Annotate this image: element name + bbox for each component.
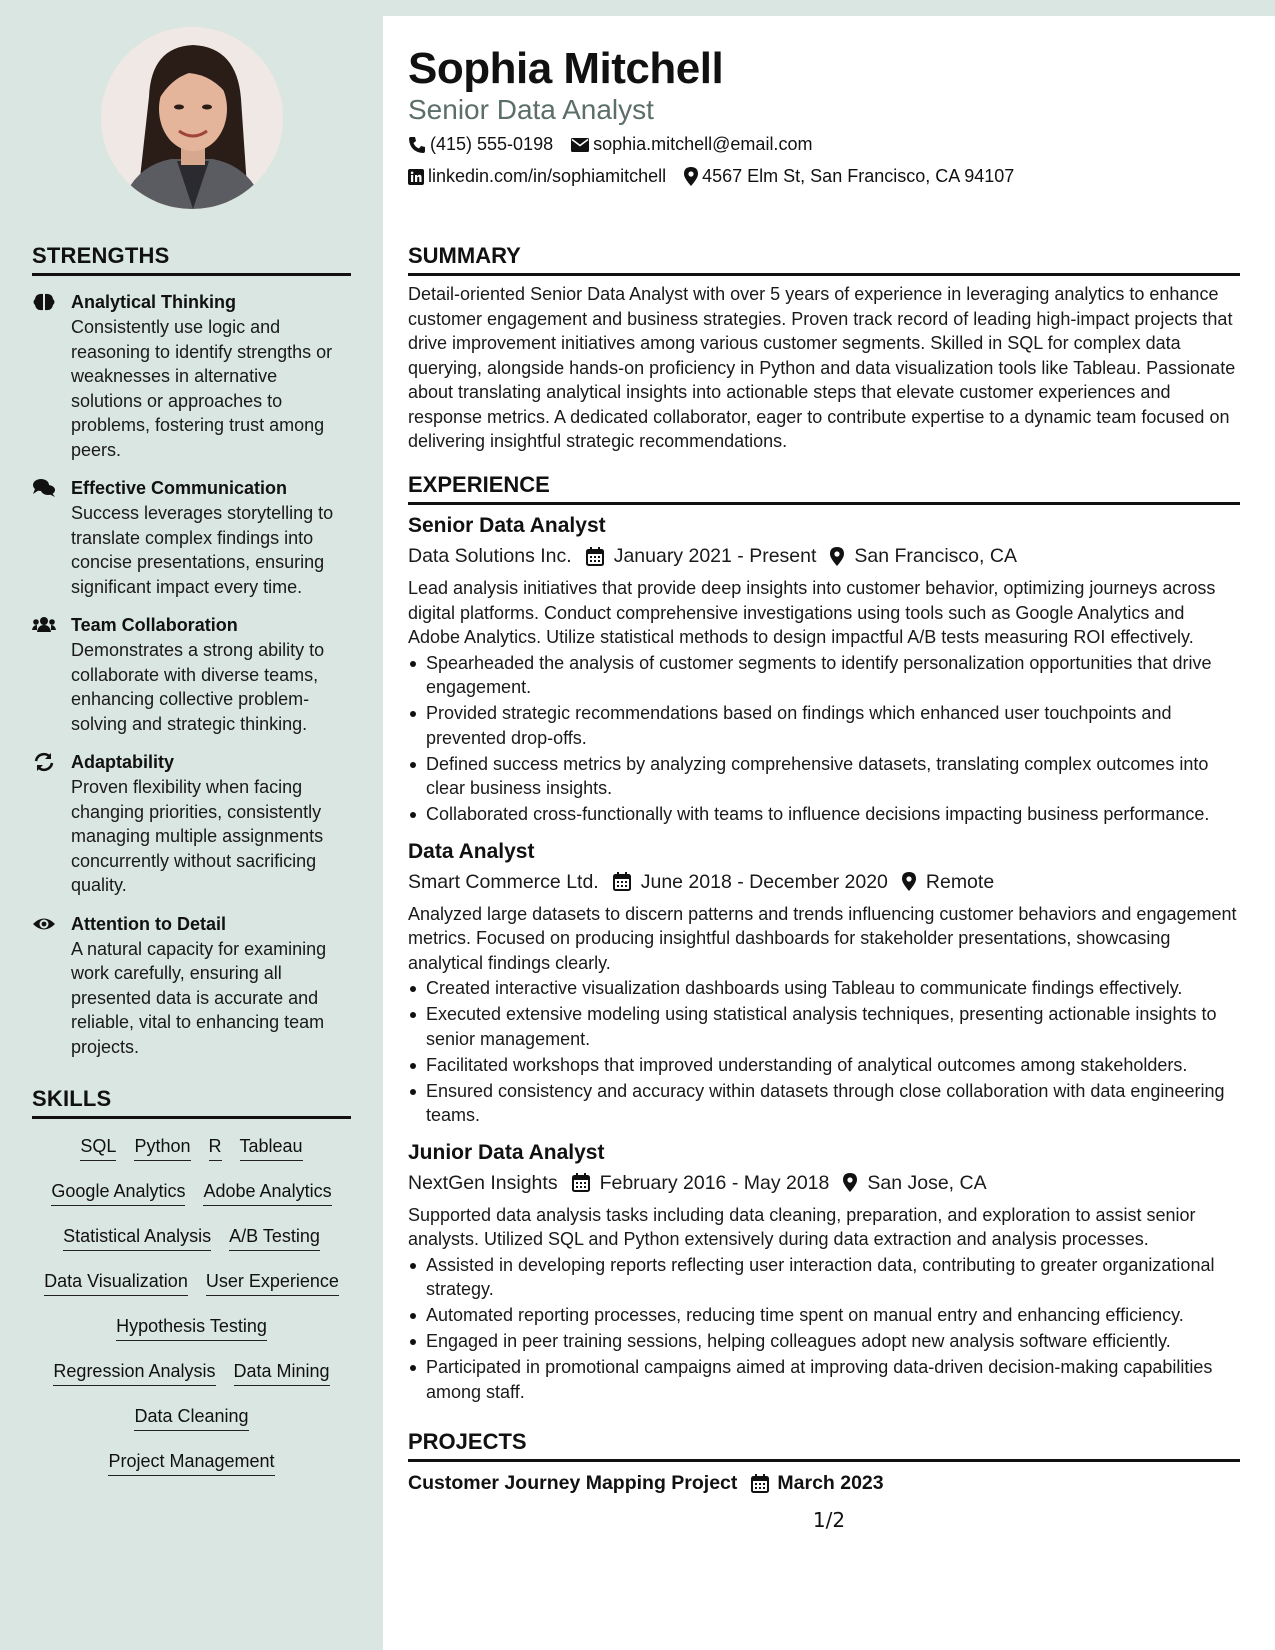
job-bullets	[408, 651, 1240, 827]
summary-heading: SUMMARY	[408, 243, 1240, 276]
sync-icon	[32, 752, 56, 772]
skill-tag: User Experience	[206, 1270, 339, 1296]
skill-row	[32, 1440, 351, 1485]
skill-tag: R	[209, 1135, 222, 1161]
job-entry	[408, 837, 1240, 1128]
strengths-heading: STRENGTHS	[32, 243, 351, 276]
contact-row	[408, 166, 1032, 187]
strength-description: Proven flexibility when facing changing priorities, consistently managing multiple assignments concurrently without sacrificing quality.	[71, 777, 324, 895]
job-bullet: Executed extensive modeling using statistical analysis techniques, presenting actionable insights to senior management.	[408, 1002, 1240, 1051]
phone-contact[interactable]	[408, 134, 553, 155]
strength-description: Consistently use logic and reasoning to identify strengths or weaknesses in alternative solutions or approaches to problems, fostering trust among peers.	[71, 317, 333, 460]
job-bullet: Defined success metrics by analyzing comprehensive datasets, translating complex outcomes into clear business insights.	[408, 752, 1240, 801]
skill-tag: Data Visualization	[44, 1270, 188, 1296]
address-text: 4567 Elm St, San Francisco, CA 94107	[702, 166, 1015, 186]
strength-description: Success leverages storytelling to translate complex findings into concise presentations, ensuring significant impact every time.	[71, 503, 334, 597]
skill-row	[32, 1125, 351, 1170]
job-dates	[613, 867, 888, 897]
job-bullet: Spearheaded the analysis of customer segments to identify personalization opportunities that drive engagement.	[408, 651, 1240, 700]
main-content	[383, 16, 1275, 1650]
skills-section	[32, 1086, 351, 1485]
job-bullets	[408, 976, 1240, 1128]
job-location-text: San Jose, CA	[867, 1171, 987, 1194]
job-title: Senior Data Analyst	[408, 514, 606, 537]
users-icon	[32, 615, 56, 635]
strength-title: Analytical Thinking	[71, 292, 237, 312]
contact-row	[408, 134, 830, 155]
job-location	[830, 541, 1017, 571]
skills-list	[32, 1125, 351, 1485]
linkedin-text: linkedin.com/in/sophiamitchell	[428, 166, 667, 186]
skill-row	[32, 1215, 351, 1260]
address-contact	[684, 166, 1014, 187]
job-dates-text: February 2016 - May 2018	[599, 1171, 830, 1194]
comments-icon	[32, 478, 56, 498]
email-contact[interactable]	[571, 134, 812, 155]
job-location	[902, 867, 994, 897]
strength-description: Demonstrates a strong ability to collaborate with diverse teams, enhancing collective problem-solving and strategic thinking.	[71, 640, 325, 734]
job-dates-text: June 2018 - December 2020	[640, 870, 888, 893]
job-bullet: Participated in promotional campaigns aimed at improving data-driven decision-making capabilities among staff.	[408, 1355, 1240, 1404]
skill-tag: Data Cleaning	[134, 1405, 248, 1431]
brain-icon	[32, 292, 56, 312]
skill-row	[32, 1170, 351, 1215]
job-dates	[586, 541, 817, 571]
job-title: Junior Data Analyst	[408, 1140, 605, 1164]
job-company: Smart Commerce Ltd.	[408, 870, 599, 893]
skill-tag: Google Analytics	[51, 1180, 185, 1206]
job-location-text: Remote	[925, 870, 995, 893]
strength-item	[32, 750, 351, 898]
candidate-headline: Senior Data Analyst	[408, 94, 654, 125]
skill-row	[32, 1350, 351, 1395]
phone-text: (415) 555-0198	[430, 134, 554, 154]
strength-item	[32, 613, 351, 736]
job-location	[843, 1168, 986, 1198]
location-pin-icon	[684, 167, 698, 186]
job-meta	[408, 541, 1240, 571]
skill-tag: SQL	[80, 1135, 116, 1161]
job-bullets	[408, 1253, 1240, 1405]
job-dates-text: January 2021 - Present	[613, 545, 817, 567]
skill-tag: Project Management	[108, 1450, 274, 1476]
job-description: Supported data analysis tasks including data cleaning, preparation, and exploration to assist senior analysts. Utilized SQL and Python extensively during data extraction and analysis processes.	[408, 1204, 1196, 1249]
location-pin-icon	[902, 872, 916, 891]
avatar	[101, 27, 283, 209]
summary-section	[408, 243, 1240, 454]
experience-section	[408, 472, 1240, 1406]
skill-row	[32, 1395, 351, 1440]
skill-row	[32, 1260, 351, 1305]
location-pin-icon	[843, 1173, 857, 1192]
strength-item	[32, 476, 351, 599]
calendar-icon	[572, 1173, 590, 1192]
job-bullet: Assisted in developing reports reflecting user interaction data, contributing to greater organizational strategy.	[408, 1253, 1240, 1302]
projects-section	[408, 1429, 1240, 1495]
email-text: sophia.mitchell@email.com	[593, 134, 813, 154]
skill-tag: Hypothesis Testing	[116, 1315, 267, 1341]
skill-tag: A/B Testing	[229, 1225, 320, 1251]
project-entry	[408, 1472, 1240, 1495]
skill-tag: Python	[134, 1135, 190, 1161]
job-bullet: Engaged in peer training sessions, helping colleagues adopt new analysis software efficiently.	[408, 1329, 1240, 1354]
job-description: Analyzed large datasets to discern patterns and trends influencing customer behaviors and engagement metrics. Focused on producing insightful dashboards for stakeholder presentations, showcasing analytical findings clearly.	[408, 903, 1237, 973]
eye-icon	[32, 914, 56, 934]
skill-tag: Adobe Analytics	[203, 1180, 331, 1206]
page-number: 1/2	[812, 1508, 846, 1532]
calendar-icon	[586, 547, 604, 566]
job-meta	[408, 867, 1240, 897]
experience-heading: EXPERIENCE	[408, 472, 1240, 505]
linkedin-icon	[408, 169, 424, 185]
job-bullet: Ensured consistency and accuracy within datasets through close collaboration with data engineering teams.	[408, 1079, 1240, 1128]
job-bullet: Created interactive visualization dashboards using Tableau to communicate findings effectively.	[408, 976, 1240, 1001]
phone-icon	[408, 136, 426, 154]
strength-title: Attention to Detail	[71, 913, 226, 934]
skill-tag: Tableau	[240, 1135, 303, 1161]
skill-tag: Data Mining	[234, 1360, 330, 1386]
project-date: March 2023	[777, 1472, 884, 1494]
job-entry	[408, 1138, 1240, 1405]
project-name: Customer Journey Mapping Project	[408, 1472, 738, 1494]
job-company: NextGen Insights	[408, 1171, 558, 1194]
skill-tag: Regression Analysis	[53, 1360, 215, 1386]
location-pin-icon	[830, 547, 844, 566]
job-description: Lead analysis initiatives that provide deep insights into customer behavior, optimizing journeys across digital platforms. Conduct comprehensive investigations using tools such as Google Analytics and Adobe Analytics. Utilize statistical methods to design impactful A/B tests measuring ROI effectively.	[408, 578, 1216, 647]
job-dates	[572, 1168, 830, 1198]
calendar-icon	[751, 1474, 769, 1493]
calendar-icon	[613, 872, 631, 891]
skills-heading: SKILLS	[32, 1086, 351, 1119]
job-meta	[408, 1168, 1240, 1198]
job-title: Data Analyst	[408, 839, 535, 863]
strengths-section	[32, 243, 351, 1059]
sidebar	[0, 0, 383, 1650]
linkedin-contact[interactable]	[408, 166, 666, 187]
candidate-name: Sophia Mitchell	[408, 44, 724, 93]
job-bullet: Facilitated workshops that improved understanding of analytical outcomes among stakeholders.	[408, 1053, 1240, 1078]
strength-title: Adaptability	[71, 752, 175, 772]
job-company: Data Solutions Inc.	[408, 545, 572, 567]
job-bullet: Automated reporting processes, reducing time spent on manual entry and enhancing efficiency.	[408, 1303, 1240, 1328]
job-location-text: San Francisco, CA	[854, 545, 1017, 567]
strength-item	[32, 290, 351, 462]
strength-title: Team Collaboration	[71, 615, 238, 635]
job-bullet: Provided strategic recommendations based on findings which enhanced user touchpoints and prevented drop-offs.	[408, 701, 1240, 750]
strength-title: Effective Communication	[71, 478, 288, 498]
job-entry	[408, 511, 1240, 827]
projects-heading: PROJECTS	[408, 1429, 1240, 1462]
summary-text: Detail-oriented Senior Data Analyst with over 5 years of experience in leveraging analytics to enhance customer engagement and business strategies. Proven track record of leading high-impact projects that drive improvement initiatives among various customer segments. Skilled in SQL for complex data querying, alongside hands-on proficiency in Python and data visualization tools like Tableau. Passionate about translating analytical insights into actionable steps that elevate customer experiences and response metrics. A dedicated collaborator, eager to contribute expertise to a dynamic team focused on delivering insightful strategic recommendations.	[408, 284, 1236, 451]
skill-tag: Statistical Analysis	[63, 1225, 211, 1251]
strength-item	[32, 912, 351, 1060]
strength-description: A natural capacity for examining work carefully, ensuring all presented data is accurate and reliable, vital to enhancing team projects.	[71, 938, 327, 1057]
skill-row	[32, 1305, 351, 1350]
envelope-icon	[571, 138, 589, 152]
job-bullet: Collaborated cross-functionally with teams to influence decisions impacting business performance.	[408, 802, 1240, 827]
profile-photo	[101, 27, 283, 209]
